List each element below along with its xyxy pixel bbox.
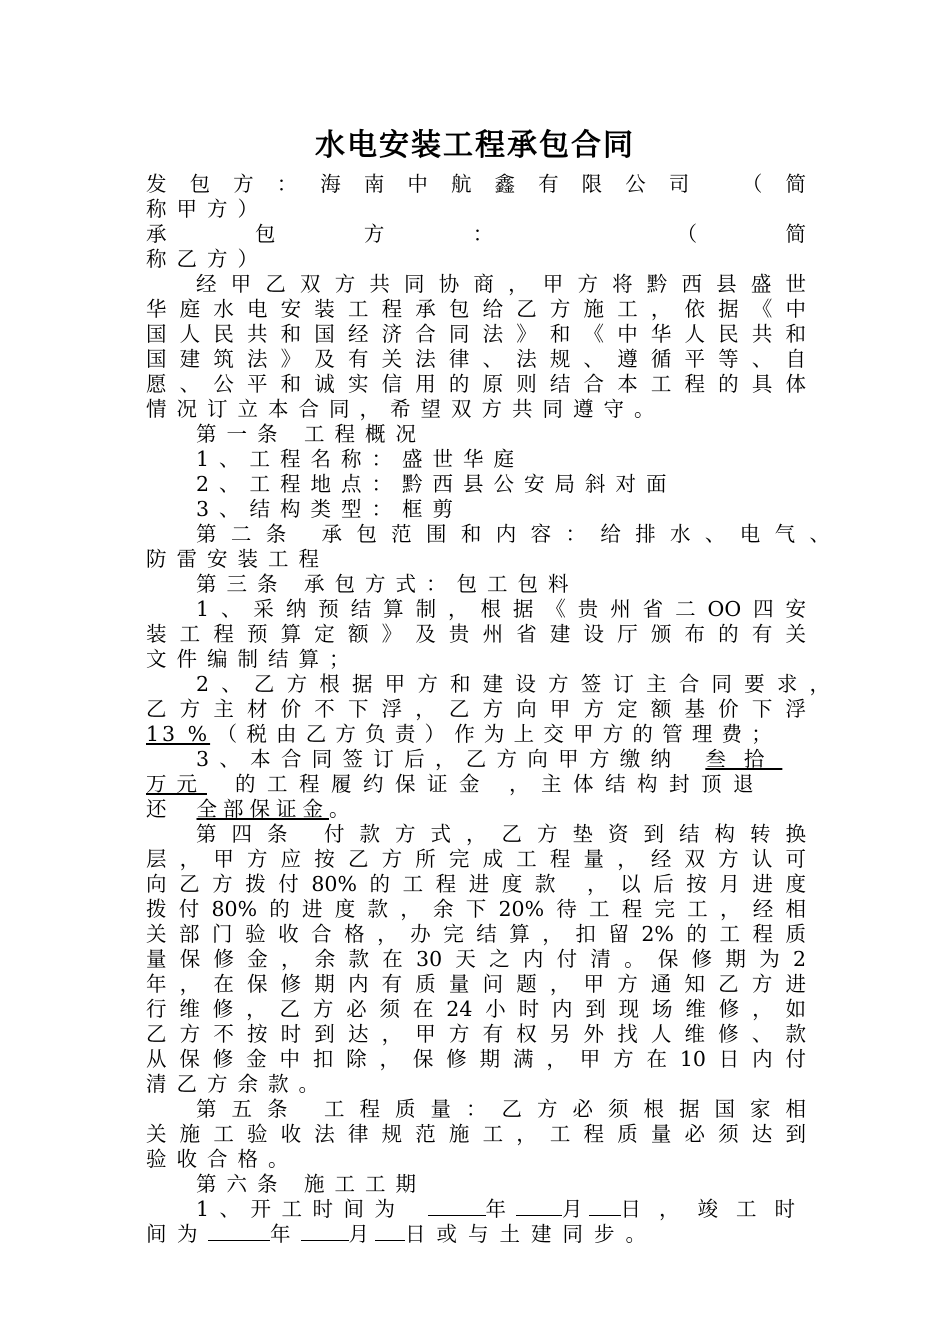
text-line: 2、乙方根据甲方和建设方签订主合同要求，: [196, 672, 830, 696]
text-line: 3、结构类型：框剪: [196, 497, 464, 521]
text-line: 验收合格。: [146, 1147, 299, 1171]
text-line: 清乙方余款。: [146, 1072, 329, 1096]
text-line: 间为 年 月 日或与土建同步。: [146, 1222, 657, 1246]
deposit-refund: 全部保证金: [196, 797, 329, 821]
text-line: 1、工程名称：盛世华庭: [196, 447, 525, 471]
deposit-amount: 叁拾: [705, 747, 783, 771]
text-line: 华庭水电安装工程承包给乙方施工，依据《中: [146, 297, 806, 321]
text-line: 乙方主材价不下浮，乙方向甲方定额基价下浮: [146, 697, 806, 721]
text-line: 量保修金，余款在30天之内付清。保修期为2: [146, 947, 806, 971]
text-line: 称乙方）: [146, 247, 268, 271]
text-line: 行维修，乙方必须在24小时内到现场维修，如: [146, 997, 806, 1021]
text-line: 经甲乙双方共同协商，甲方将黔西县盛世: [196, 272, 806, 296]
text-line: 还 全部保证金。: [146, 797, 360, 821]
blank-field[interactable]: [375, 1222, 405, 1241]
blank-field[interactable]: [428, 1197, 486, 1216]
text-line: 情况订立本合同，希望双方共同遵守。: [146, 397, 665, 421]
text-line: 关部门验收合格，办完结算，扣留2%的工程质: [146, 922, 806, 946]
text-line: 3、本合同签订后，乙方向甲方缴纳 叁拾: [196, 747, 783, 771]
text-line: 文件编制结算；: [146, 647, 360, 671]
article-heading: 第一条 工程概况: [196, 422, 427, 446]
text-line: 发包方：海南中航鑫有限公司 （简: [146, 172, 806, 196]
text-line: 称甲方）: [146, 197, 268, 221]
text-line: 层，甲方应按乙方所完成工程量，经双方认可: [146, 847, 806, 871]
blank-field[interactable]: [208, 1222, 270, 1241]
article-heading: 第二条 承包范围和内容：给排水、电气、: [196, 522, 830, 546]
article-heading: 第四条 付款方式，乙方垫资到结构转换: [196, 822, 806, 846]
text-line: 愿、公平和诚实信用的原则结合本工程的具体: [146, 372, 806, 396]
text-line: 13 % （税由乙方负责）作为上交甲方的管理费；: [146, 722, 781, 746]
text-line: 2、工程地点：黔西县公安局斜对面: [196, 472, 677, 496]
text-line: 承包方： （简: [146, 222, 806, 246]
text-line: 国人民共和国经济合同法》和《中华人民共和: [146, 322, 806, 346]
fee-rate: 13 %: [146, 722, 211, 746]
text-line: 从保修金中扣除，保修期满，甲方在10日内付: [146, 1047, 806, 1071]
text-line: 1、开工时间为 年 月 日，竣工时: [196, 1197, 814, 1221]
text-line: 装工程预算定额》及贵州省建设厅颁布的有关: [146, 622, 806, 646]
text-line: 拨付80%的进度款，余下20%待工程完工，经相: [146, 897, 806, 921]
blank-field[interactable]: [589, 1197, 621, 1216]
article-heading: 第五条 工程质量：乙方必须根据国家相: [196, 1097, 806, 1121]
text-line: 乙方不按时到达，甲方有权另外找人维修、款: [146, 1022, 806, 1046]
text-line: 万元 的工程履约保证金 ，主体结构封顶退: [146, 772, 766, 796]
text-line: 1、采纳预结算制，根据《贵州省二OO四安: [196, 597, 806, 621]
text-line: 国建筑法》及有关法律、法规、遵循平等、自: [146, 347, 806, 371]
text-line: 防雷安装工程: [146, 547, 329, 571]
text-line: 年，在保修期内有质量问题，甲方通知乙方进: [146, 972, 806, 996]
article-heading: 第六条 施工工期: [196, 1172, 427, 1196]
text-line: 向乙方拨付80%的工程进度款 ，以后按月进度: [146, 872, 806, 896]
text-line: 关施工验收法律规范施工，工程质量必须达到: [146, 1122, 806, 1146]
article-heading: 第三条 承包方式：包工包料: [196, 572, 579, 596]
blank-field[interactable]: [516, 1197, 562, 1216]
blank-field[interactable]: [301, 1222, 349, 1241]
document-title: 水电安装工程承包合同: [315, 128, 635, 163]
